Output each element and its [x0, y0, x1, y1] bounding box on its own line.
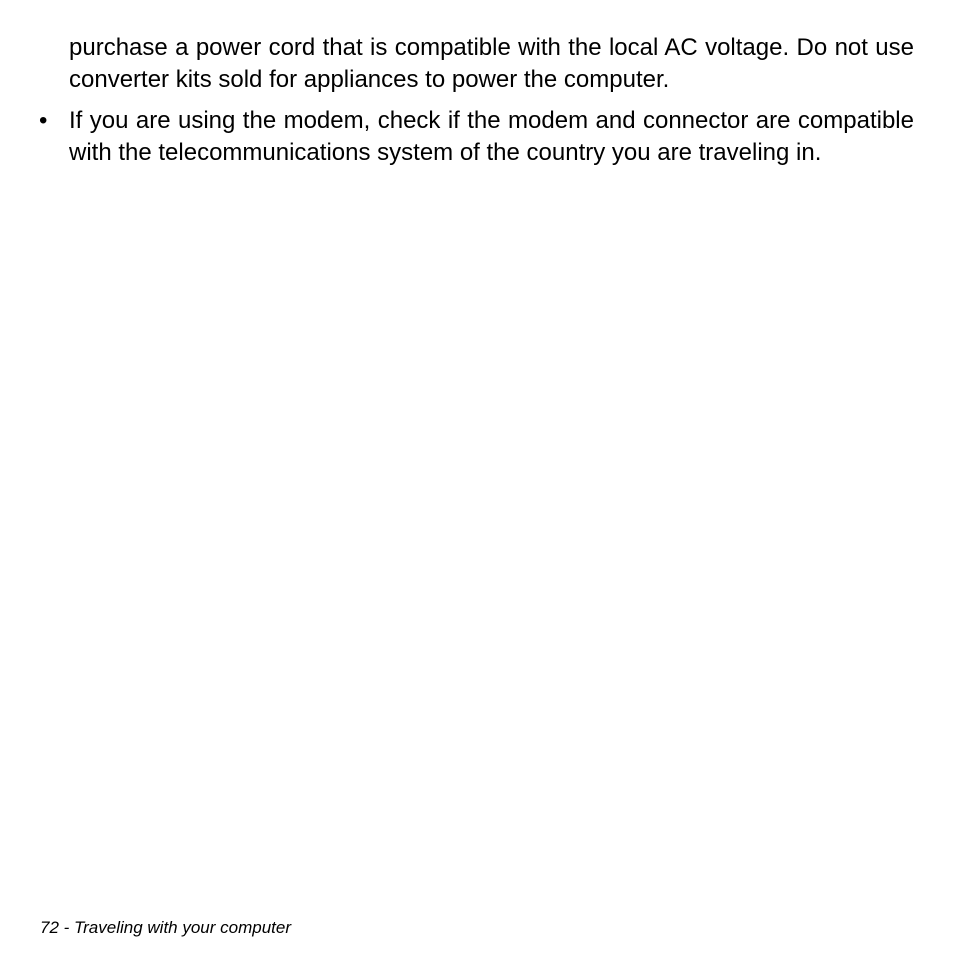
page-footer: 72 - Traveling with your computer — [40, 918, 292, 937]
bullet-paragraph: If you are using the modem, check if the modem and connector are compatible with the telecommunications system of the country you are traveling in. — [69, 107, 914, 166]
bullet-point: • — [39, 107, 48, 134]
continued-paragraph: purchase a power cord that is compatible with the local AC voltage. Do not use converter kits sold for appliances to power the computer. — [69, 34, 914, 93]
